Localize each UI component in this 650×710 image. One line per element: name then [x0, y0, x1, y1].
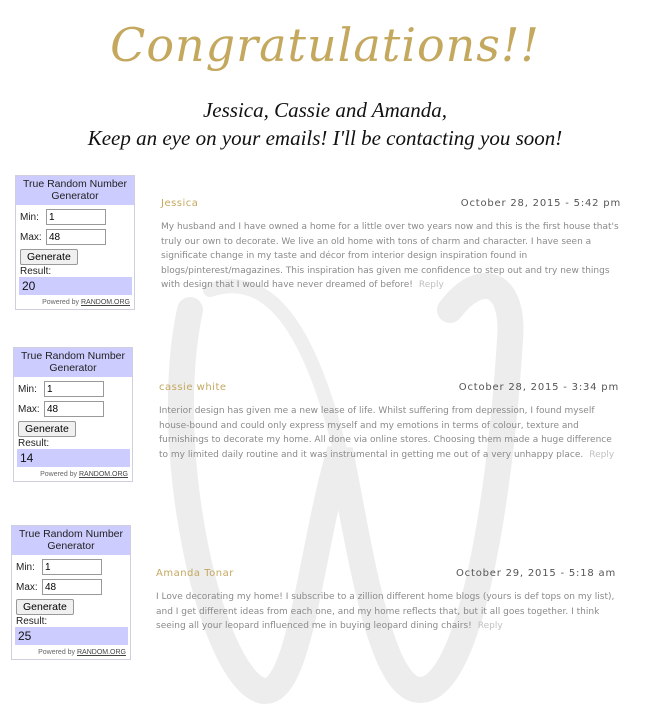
result-value: 20	[19, 277, 132, 295]
min-input[interactable]	[46, 209, 106, 225]
comment-author[interactable]: cassie white	[159, 382, 227, 393]
powered-by: Powered by RANDOM.ORG	[40, 471, 128, 478]
generate-button[interactable]: Generate	[20, 249, 78, 265]
reply-link[interactable]: Reply	[589, 449, 615, 460]
random-org-link[interactable]: RANDOM.ORG	[81, 299, 130, 306]
reply-link[interactable]: Reply	[418, 280, 444, 291]
comment-author[interactable]: Amanda Tonar	[156, 568, 234, 579]
widget-title: True Random Number Generator	[14, 348, 132, 377]
comment-author[interactable]: Jessica	[161, 198, 199, 209]
comment-text: Interior design has given me a new lease of life. Whilst suffering from depression, I found myself house-bound and could only express myself and my emotions in terms of colour, texture and furnishings to decorate my home. All done via online stores. Choosing them made a huge difference to my limited daily routine and it was instrumental in getting me out of a very unhappy place. Reply	[159, 406, 615, 460]
min-input[interactable]	[42, 559, 102, 575]
max-input[interactable]	[44, 401, 104, 417]
result-label: Result:	[20, 266, 52, 277]
generate-button[interactable]: Generate	[18, 421, 76, 437]
min-label: Min:	[16, 561, 35, 573]
result-value: 14	[17, 449, 130, 467]
comment	[156, 568, 616, 634]
generate-button[interactable]: Generate	[16, 599, 74, 615]
max-label: Max:	[20, 231, 42, 243]
min-label: Min:	[20, 211, 39, 223]
contact-line: Keep an eye on your emails! I'll be contacting you soon!	[87, 126, 563, 150]
comment-text: I Love decorating my home! I subscribe to a zillion different home blogs (yours is def tops on my list), and I get different ideas from each one, and my home reflects that, but it all goes together. I think seeing all your leopard influenced me in buying leopard dining chairs! Reply	[156, 592, 615, 632]
max-input[interactable]	[46, 229, 106, 245]
result-value: 25	[15, 627, 128, 645]
comment	[159, 382, 619, 462]
max-label: Max:	[16, 581, 38, 593]
powered-by: Powered by RANDOM.ORG	[42, 299, 130, 306]
random-number-widget	[13, 347, 133, 482]
widget-title: True Random Number Generator	[12, 526, 130, 555]
max-input[interactable]	[42, 579, 102, 595]
comment-date: October 28, 2015 - 5:42 pm	[460, 198, 621, 209]
monogram-watermark-icon	[150, 250, 530, 710]
comment	[161, 198, 621, 293]
widget-title: True Random Number Generator	[16, 176, 134, 205]
min-label: Min:	[18, 383, 37, 395]
comment-date: October 29, 2015 - 5:18 am	[456, 568, 616, 579]
random-org-link[interactable]: RANDOM.ORG	[79, 471, 128, 478]
winners-line: Jessica, Cassie and Amanda,	[202, 98, 447, 122]
page-title: Congratulations!!	[110, 18, 540, 72]
comment-text: My husband and I have owned a home for a little over two years now and this is the first house that's truly our own to decorate. We live an old home with tons of charm and character. I have seen a significate change in my taste and décor from interior design inspiration found in blogs/pinterest/magazines. This inspiration has given me confidence to step out and try new things with design that I would have never dreamed of before! Reply	[161, 222, 619, 291]
powered-by: Powered by RANDOM.ORG	[38, 649, 126, 656]
result-label: Result:	[18, 438, 50, 449]
random-org-link[interactable]: RANDOM.ORG	[77, 649, 126, 656]
result-label: Result:	[16, 616, 48, 627]
random-number-widget	[11, 525, 131, 660]
min-input[interactable]	[44, 381, 104, 397]
max-label: Max:	[18, 403, 40, 415]
comment-date: October 28, 2015 - 3:34 pm	[458, 382, 619, 393]
reply-link[interactable]: Reply	[477, 621, 503, 632]
random-number-widget	[15, 175, 135, 310]
